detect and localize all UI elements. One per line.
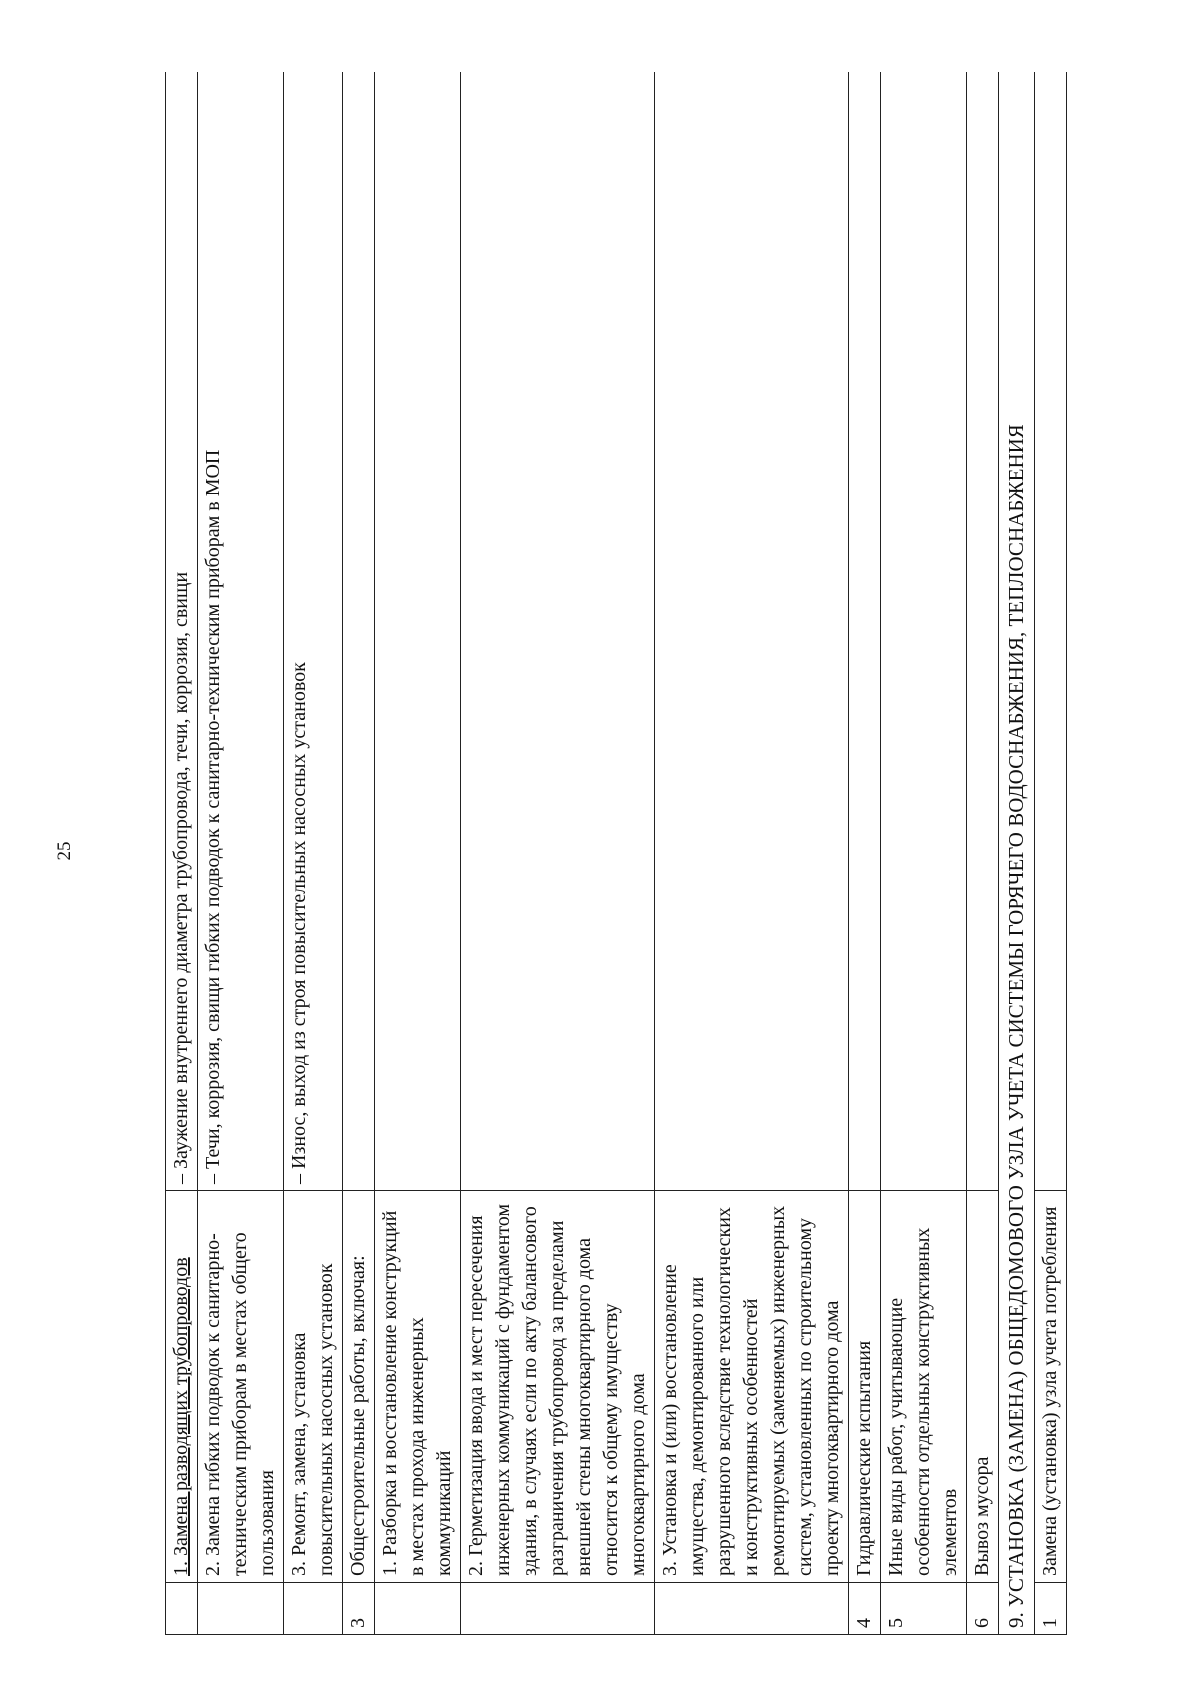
- rotated-table-content: [165, 72, 1105, 1635]
- table-row: [967, 72, 999, 1635]
- table-frame: [165, 72, 1105, 1635]
- work-description: Гидравлические испытания: [849, 1191, 881, 1583]
- row-number: 3: [343, 1583, 375, 1635]
- defect-description: [849, 72, 881, 1191]
- table-row: [849, 72, 881, 1635]
- work-description: 1. Замена разводящих трубопроводов: [166, 1191, 198, 1583]
- defect-description: [881, 72, 967, 1191]
- defect-description: [1035, 72, 1067, 1191]
- row-number: 6: [967, 1583, 999, 1635]
- row-number: [284, 1583, 343, 1635]
- row-number: [461, 1583, 655, 1635]
- defect-description: [343, 72, 375, 1191]
- defect-description: – Заужение внутреннего диаметра трубопровода, течи, коррозия, свищи: [166, 72, 198, 1191]
- table-row: [461, 72, 655, 1635]
- page-number: 25: [54, 841, 75, 861]
- table-row: [198, 72, 284, 1635]
- row-number: 5: [881, 1583, 967, 1635]
- work-description: 2. Герметизация ввода и мест пересечения инженерных коммуникаций с фундаментом здания, в случаях если по акту балансового разграничения трубопровод за пределами внешней стены многоквартирного дома относится к общему имуществу многоквартирного дома: [461, 1191, 655, 1583]
- section-header-row: [999, 72, 1035, 1635]
- defect-description: [655, 72, 849, 1191]
- row-number: [375, 1583, 461, 1635]
- table-row: [166, 72, 198, 1635]
- work-description: Иные виды работ, учитывающие особенности отдельных конструктивных элементов: [881, 1191, 967, 1583]
- row-number: [198, 1583, 284, 1635]
- defect-description: – Износ, выход из строя повысительных насосных установок: [284, 72, 343, 1191]
- table-row: [343, 72, 375, 1635]
- work-description: Общестроительные работы, включая:: [343, 1191, 375, 1583]
- table-row: [881, 72, 967, 1635]
- defect-description: – Течи, коррозия, свищи гибких подводок к санитарно-техническим приборам в МОП: [198, 72, 284, 1191]
- work-description: 2. Замена гибких подводок к санитарно-техническим приборам в местах общего пользования: [198, 1191, 284, 1583]
- defect-description: [461, 72, 655, 1191]
- row-number: [655, 1583, 849, 1635]
- work-description: Вывоз мусора: [967, 1191, 999, 1583]
- table-row: [375, 72, 461, 1635]
- table-row: [284, 72, 343, 1635]
- section-title: 9. УСТАНОВКА (ЗАМЕНА) ОБЩЕДОМОВОГО УЗЛА УЧЕТА СИСТЕМЫ ГОРЯЧЕГО ВОДОСНАБЖЕНИЯ, ТЕПЛОСНАБЖЕНИЯ: [999, 72, 1035, 1635]
- work-description: 3. Установка и (или) восстановление имущества, демонтированного или разрушенного вследствие технологических и конструктивных особенностей ремонтируемых (заменяемых) инженерных систем, установленных по строительному проекту многоквартирного дома: [655, 1191, 849, 1583]
- row-number: [166, 1583, 198, 1635]
- table-row: [655, 72, 849, 1635]
- table-row: [1035, 72, 1067, 1635]
- works-table: [165, 72, 1067, 1635]
- work-description: Замена (установка) узла учета потребления: [1035, 1191, 1067, 1583]
- defect-description: [967, 72, 999, 1191]
- work-description: 3. Ремонт, замена, установка повысительных насосных установок: [284, 1191, 343, 1583]
- row-number: 4: [849, 1583, 881, 1635]
- row-number: 1: [1035, 1583, 1067, 1635]
- defect-description: [375, 72, 461, 1191]
- work-description: 1. Разборка и восстановление конструкций в местах прохода инженерных коммуникаций: [375, 1191, 461, 1583]
